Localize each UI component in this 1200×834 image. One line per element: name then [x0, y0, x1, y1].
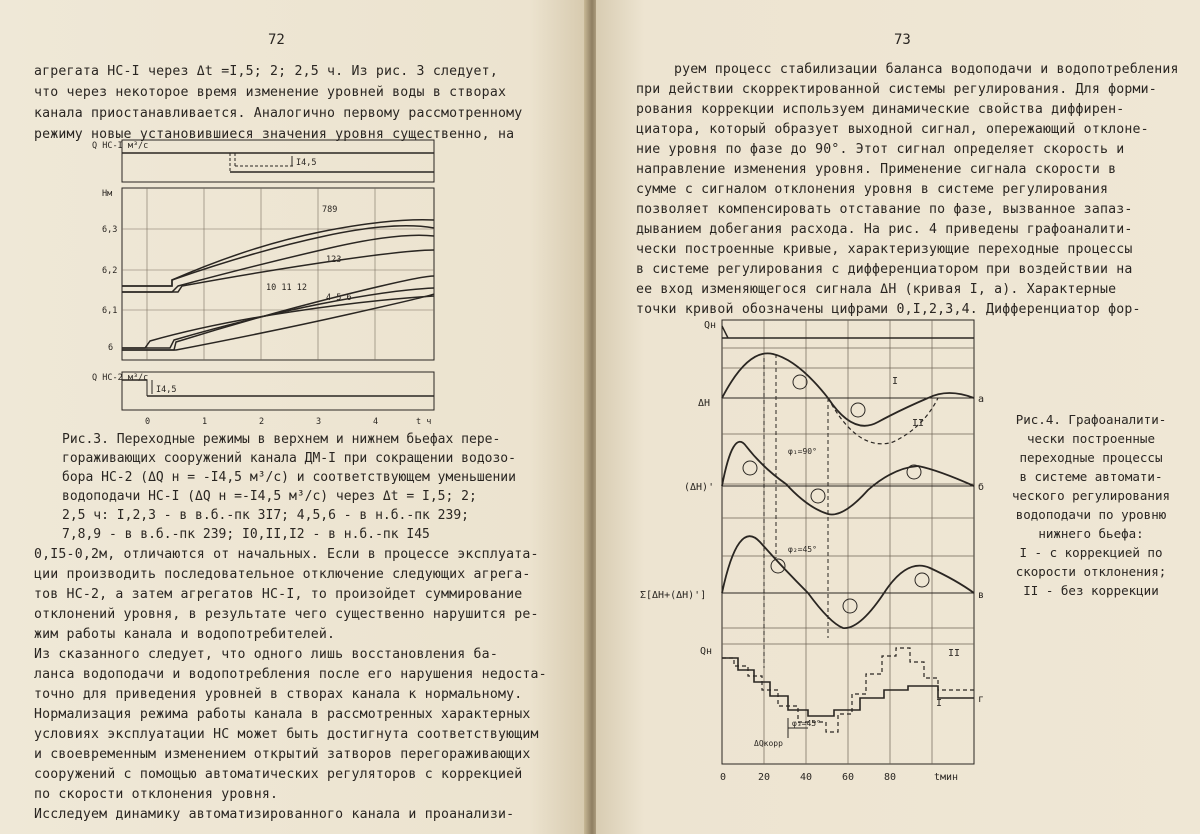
row-letter: б	[978, 482, 985, 493]
text-line: рования коррекции используем динамические свойства диффирен-	[636, 102, 1125, 117]
text-line: ции производить последовательное отключение следующих агрега-	[34, 567, 531, 582]
caption-line: водоподачи НС-I (ΔQ н =-I4,5 м³/с) через Δt = I,5; 2;	[62, 489, 477, 504]
text-line: позволяет компенсировать отставание по фазе, вызванное запаз-	[636, 202, 1133, 217]
text-line: жим работы канала и водопотребителей.	[34, 627, 336, 642]
t-tick: 0	[145, 417, 151, 427]
text-line: в системе регулирования с дифференциатором при воздействии на	[636, 262, 1133, 277]
curve-mark: II	[948, 648, 961, 659]
phase-label: φ₃=45°	[792, 719, 821, 728]
h-tick: 6,1	[102, 306, 118, 316]
text-line: чески построенные кривые, характеризующие переходные процессы	[636, 242, 1133, 257]
caption-line: скорости отклонения;	[1015, 564, 1167, 579]
page-number: 73	[894, 32, 911, 48]
caption-line: бора НС-2 (ΔQ н = -I4,5 м³/с) и соответствующем уменьшении	[62, 470, 516, 485]
text-line: Из сказанного следует, что одного лишь восстановления ба-	[34, 647, 498, 662]
caption-line: в системе автомати-	[1019, 469, 1163, 484]
x-tick: 20	[758, 772, 771, 783]
text-line: дыванием добегания расхода. На рис. 4 приведены графоаналити-	[636, 222, 1133, 237]
text-line: ние уровня по фазе до 90°. Этот сигнал определяет скорость и	[636, 142, 1125, 157]
caption-line: 7,8,9 - в в.б.-пк 239; I0,II,I2 - в н.б.-пк I45	[62, 527, 430, 542]
caption-line: Рис.3. Переходные режимы в верхнем и нижнем бьефах пере-	[62, 432, 501, 447]
figure-4	[638, 318, 998, 788]
row-label: Σ[ΔН+(ΔН)']	[640, 590, 707, 601]
curve-label: 123	[326, 255, 342, 265]
correction-label: ΔQкорр	[754, 739, 783, 748]
text-line: Нормализация режима работы канала в рассмотренных характерных	[34, 707, 531, 722]
phase-label: φ₁=90°	[788, 447, 817, 456]
text-line: агрегата НС-I через Δt =I,5; 2; 2,5 ч. Из рис. 3 следует,	[34, 64, 498, 79]
caption-line: гораживающих сооружений канала ДМ-I при сокращении водозо-	[62, 451, 516, 466]
text-line: сумме с сигналом отклонения уровня в системе регулирования	[636, 182, 1109, 197]
caption-line: переходные процессы	[1019, 450, 1163, 465]
text-line: по скорости отклонения уровня.	[34, 787, 279, 802]
curve-label: 789	[322, 205, 338, 215]
text-line: режиму новые установившиеся значения уровня существенно, на	[34, 127, 515, 142]
text-line: Исследуем динамику автоматизированного канала и проанализи-	[34, 807, 515, 822]
text-line: ее вход изменяющегося сигнала ΔН (кривая I, а). Характерные	[636, 282, 1117, 297]
row-label: Qн	[704, 320, 717, 331]
x-tick: 40	[800, 772, 813, 783]
row-label: ΔН	[698, 398, 711, 409]
left-page	[0, 0, 588, 834]
h-tick: 6,2	[102, 266, 118, 276]
text-line: канала приостанавливается. Аналогично первому рассмотренному	[34, 106, 523, 121]
t-tick: 1	[202, 417, 208, 427]
t-tick: 3	[316, 417, 322, 427]
curve-mark: I	[936, 698, 943, 709]
text-line: точно для приведения уровней в створах канала к нормальному.	[34, 687, 523, 702]
text-line: отклонений уровня, в результате чего существенно нарушится ре-	[34, 607, 539, 622]
text-line: сооружений с помощью автоматических регуляторов с коррекцией	[34, 767, 523, 782]
text-line: при действии скорректированной системы регулирования. Для форми-	[636, 82, 1157, 97]
figure-3	[90, 136, 450, 428]
text-line: и своевременным изменением открытий затворов перегораживающих	[34, 747, 531, 762]
h-tick: 6,3	[102, 225, 118, 235]
caption-line: нижнего бьефа:	[1038, 526, 1144, 541]
row-letter: а	[978, 394, 985, 405]
row-label: Qн	[700, 646, 713, 657]
text-line: 0,I5-0,2м, отличаются от начальных. Если в процессе эксплуата-	[34, 547, 539, 562]
caption-line: чески построенные	[1027, 431, 1155, 446]
caption-line: водоподачи по уровню	[1015, 507, 1167, 522]
figure-4-caption	[1006, 410, 1176, 600]
page-number: 72	[268, 32, 285, 48]
text-line: направление изменения уровня. Применение сигнала скорости в	[636, 162, 1117, 177]
caption-line: I - с коррекцией по	[1019, 545, 1163, 560]
x-tick: 0	[720, 772, 727, 783]
phase-label: φ₂=45°	[788, 545, 817, 554]
x-tick: 60	[842, 772, 855, 783]
t-axis-unit: t ч	[416, 417, 432, 427]
text-line: условиях эксплуатации НС может быть достигнута соответствующим	[34, 727, 539, 742]
row-letter: в	[978, 590, 985, 601]
row-letter: г	[978, 694, 985, 705]
caption-line: 2,5 ч: I,2,3 - в в.б.-пк 3I7; 4,5,6 - в н.б.-пк 239;	[62, 508, 469, 523]
h-axis-label: Нм	[102, 189, 113, 199]
curve-mark: II	[912, 418, 925, 429]
text-line: ланса водоподачи и водопотребления после его нарушения недоста-	[34, 667, 547, 682]
text-line: руем процесс стабилизации баланса водоподачи и водопотребления	[674, 62, 1179, 77]
t-tick: 2	[259, 417, 265, 427]
right-page	[596, 0, 1200, 834]
text-line: тов НС-2, а затем агрегатов НС-I, то произойдет суммирование	[34, 587, 523, 602]
x-tick: 80	[884, 772, 897, 783]
caption-line: II - без коррекции	[1023, 583, 1159, 598]
h-tick: 6	[108, 343, 114, 353]
caption-line: ческого регулирования	[1011, 488, 1171, 503]
caption-line: Рис.4. Графоаналити-	[1015, 412, 1167, 427]
x-axis-unit: tмин	[934, 772, 959, 783]
text-line: точки кривой обозначены цифрами 0,I,2,3,4. Дифференциатор фор-	[636, 302, 1141, 317]
q-top-step: I4,5	[296, 158, 317, 168]
q-top-label: Q НС-I м³/с	[92, 141, 149, 151]
t-tick: 4	[373, 417, 379, 427]
q-bottom-step: I4,5	[156, 385, 177, 395]
curve-label: 4 5 6	[326, 293, 352, 303]
q-bottom-label: Q НС-2 м³/с	[92, 373, 149, 383]
curve-mark: I	[892, 376, 899, 387]
curve-label: 10 11 12	[266, 283, 307, 293]
text-line: что через некоторое время изменение уровней воды в створах	[34, 85, 507, 100]
text-line: циатора, который образует выходной сигнал, опережающий отклоне-	[636, 122, 1149, 137]
row-label: (ΔН)'	[684, 482, 715, 493]
